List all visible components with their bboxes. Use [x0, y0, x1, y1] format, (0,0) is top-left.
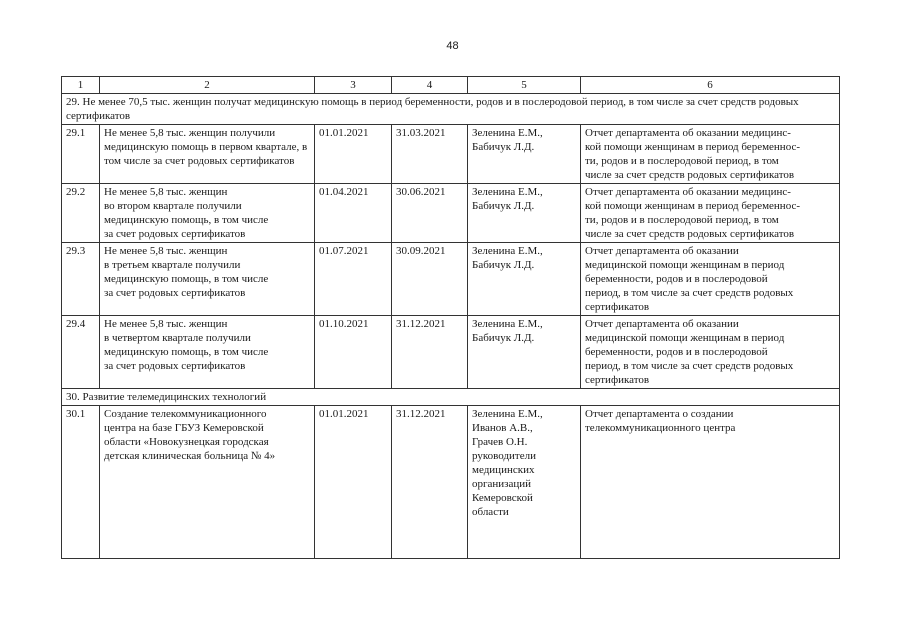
responsible-cell: Зеленина Е.М., Иванов А.В., Грачев О.Н. руководители медицинских организаций Кемеровской области	[468, 406, 581, 559]
section-row	[62, 94, 840, 125]
table-row	[62, 243, 840, 316]
page-number: 48	[446, 40, 459, 52]
section-title: 29. Не менее 70,5 тыс. женщин получат медицинскую помощь в период беременности, родов и в послеродовой период, в том числе за счет средств родовых сертификатов	[62, 94, 840, 125]
end-date-cell: 30.09.2021	[392, 243, 468, 316]
header-cell: 3	[315, 77, 392, 94]
table-row	[62, 125, 840, 184]
task-cell: Не менее 5,8 тыс. женщин в третьем квартале получили медицинскую помощь, в том числе за счет родовых сертификатов	[100, 243, 315, 316]
result-cell: Отчет департамента об оказании медицинс- кой помощи женщинам в период беременнос- ти, родов и в послеродовой период, в том числе за счет средств родовых сертификатов	[581, 125, 840, 184]
result-cell: Отчет департамента об оказании медицинс- кой помощи женщинам в период беременнос- ти, родов и в послеродовой период, в том числе за счет средств родовых сертификатов	[581, 184, 840, 243]
header-cell: 2	[100, 77, 315, 94]
row-number: 30.1	[62, 406, 100, 559]
end-date-cell: 31.03.2021	[392, 125, 468, 184]
row-number: 29.2	[62, 184, 100, 243]
header-row	[62, 77, 840, 94]
task-cell: Не менее 5,8 тыс. женщин получили медицинскую помощь в первом квартале, в том числе за счет родовых сертификатов	[100, 125, 315, 184]
start-date-cell: 01.01.2021	[315, 406, 392, 559]
section-title: 30. Развитие телемедицинских технологий	[62, 389, 840, 406]
task-cell: Не менее 5,8 тыс. женщин во втором квартале получили медицинскую помощь, в том числе за счет родовых сертификатов	[100, 184, 315, 243]
end-date-cell: 30.06.2021	[392, 184, 468, 243]
header-cell: 5	[468, 77, 581, 94]
start-date-cell: 01.04.2021	[315, 184, 392, 243]
responsible-cell: Зеленина Е.М., Бабичук Л.Д.	[468, 184, 581, 243]
header-cell: 6	[581, 77, 840, 94]
end-date-cell: 31.12.2021	[392, 316, 468, 389]
row-number: 29.1	[62, 125, 100, 184]
table-row	[62, 316, 840, 389]
row-number: 29.3	[62, 243, 100, 316]
result-cell: Отчет департамента об оказании медицинской помощи женщинам в период беременности, родов и в послеродовой период, в том числе за счет средств родовых сертификатов	[581, 316, 840, 389]
start-date-cell: 01.01.2021	[315, 125, 392, 184]
table-row	[62, 184, 840, 243]
section-row	[62, 389, 840, 406]
result-cell: Отчет департамента о создании телекоммуникационного центра	[581, 406, 840, 559]
header-cell: 4	[392, 77, 468, 94]
responsible-cell: Зеленина Е.М., Бабичук Л.Д.	[468, 316, 581, 389]
result-cell: Отчет департамента об оказании медицинской помощи женщинам в период беременности, родов и в послеродовой период, в том числе за счет средств родовых сертификатов	[581, 243, 840, 316]
end-date-cell: 31.12.2021	[392, 406, 468, 559]
start-date-cell: 01.07.2021	[315, 243, 392, 316]
header-cell: 1	[62, 77, 100, 94]
row-number: 29.4	[62, 316, 100, 389]
responsible-cell: Зеленина Е.М., Бабичук Л.Д.	[468, 125, 581, 184]
task-cell: Создание телекоммуникационного центра на базе ГБУЗ Кемеровской области «Новокузнецкая городская детская клиническая больница № 4»	[100, 406, 315, 559]
start-date-cell: 01.10.2021	[315, 316, 392, 389]
table-row	[62, 406, 840, 559]
task-cell: Не менее 5,8 тыс. женщин в четвертом квартале получили медицинскую помощь, в том числе за счет родовых сертификатов	[100, 316, 315, 389]
responsible-cell: Зеленина Е.М., Бабичук Л.Д.	[468, 243, 581, 316]
plan-table	[61, 76, 840, 559]
